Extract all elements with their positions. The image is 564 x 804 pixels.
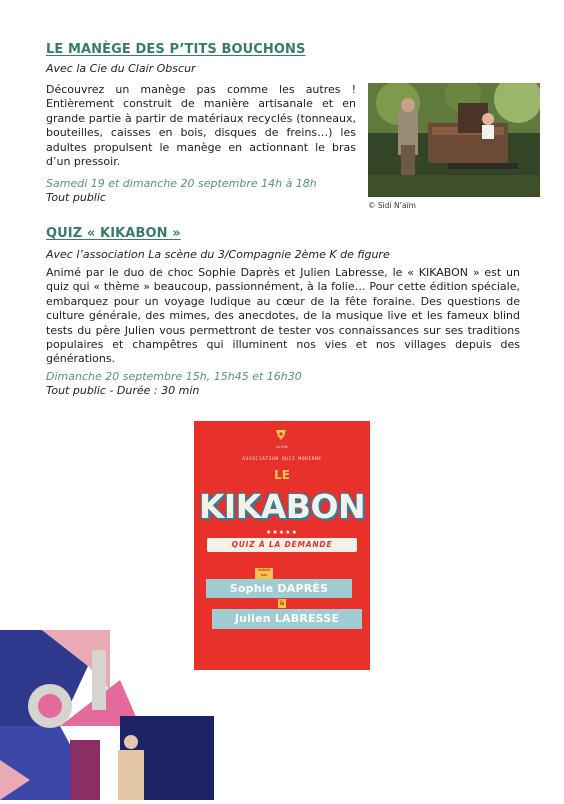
section2-date: Dimanche 20 septembre 15h, 15h45 et 16h30 [46,370,302,383]
kikabon-poster [194,421,370,670]
photo-credit: © Sidi N’aïm [368,201,416,210]
carousel-photo [368,83,540,197]
section2-audience: Tout public - Durée : 30 min [46,384,200,397]
poster-title: KIKABON [198,487,366,526]
poster-stars: ★★★★★ [266,529,298,536]
poster-host-1 [206,579,352,598]
poster-presented-by [255,568,273,579]
section1-subtitle: Avec la Cie du Clair Obscur [46,62,196,75]
poster-banner-text: QUIZ À LA DEMANDE [231,540,333,549]
section1-date: Samedi 19 et dimanche 20 septembre 14h à 18h [46,177,317,190]
poster-presented-by-text: animé par [257,568,271,577]
section2-subtitle: Avec l’association La scène du 3/Compagnie 2ème K de figure [46,248,390,261]
section1-title: LE MANÈGE DES P’TITS BOUCHONS [46,42,306,57]
poster-ampersand-text: & [279,600,285,607]
section2-title: QUIZ « KIKABON » [46,226,181,241]
theatre-logo-icon [274,428,288,442]
poster-logo-caption: Le Dirk [275,445,289,449]
section1-paragraph: Découvrez un manège pas comme les autres ! Entièrement construit de manière artisanale et en grande partie à partir de matériaux recyclés (tonneaux, bouteilles, caisses en bois, disques de freins…) les adultes propulsent le manège en actionnant le bras d’un pressoir. [46,83,356,169]
section1-audience: Tout public [46,191,106,204]
poster-host-2-text: Julien LABRESSE [234,612,340,625]
section2-paragraph: Animé par le duo de choc Sophie Daprès et Julien Labresse, le « KIKABON » est un quiz qui « thème » beaucoup, passionnément, à la folie… Pour cette édition spéciale, embarquez pour un voyage ludique au cœur de la fête foraine. Des questions de culture générale, des mimes, des anecdotes, de la musique live et les fameux blind tests du père Julien vous permettront de tester vos connaissances sur ses traditions populaires et champêtres qui illuminent nos vies et nos villages depuis des générations. [46,266,520,366]
poster-host-2 [212,609,362,629]
poster-banner [207,538,357,552]
poster-host-1-text: Sophie DAPRÈS [229,582,329,595]
poster-ampersand [278,599,286,608]
poster-tagline: ASSOCIATION QUIZ MODERNE [242,457,322,462]
decorative-illustration [0,630,214,800]
poster-le: LE [274,468,290,482]
